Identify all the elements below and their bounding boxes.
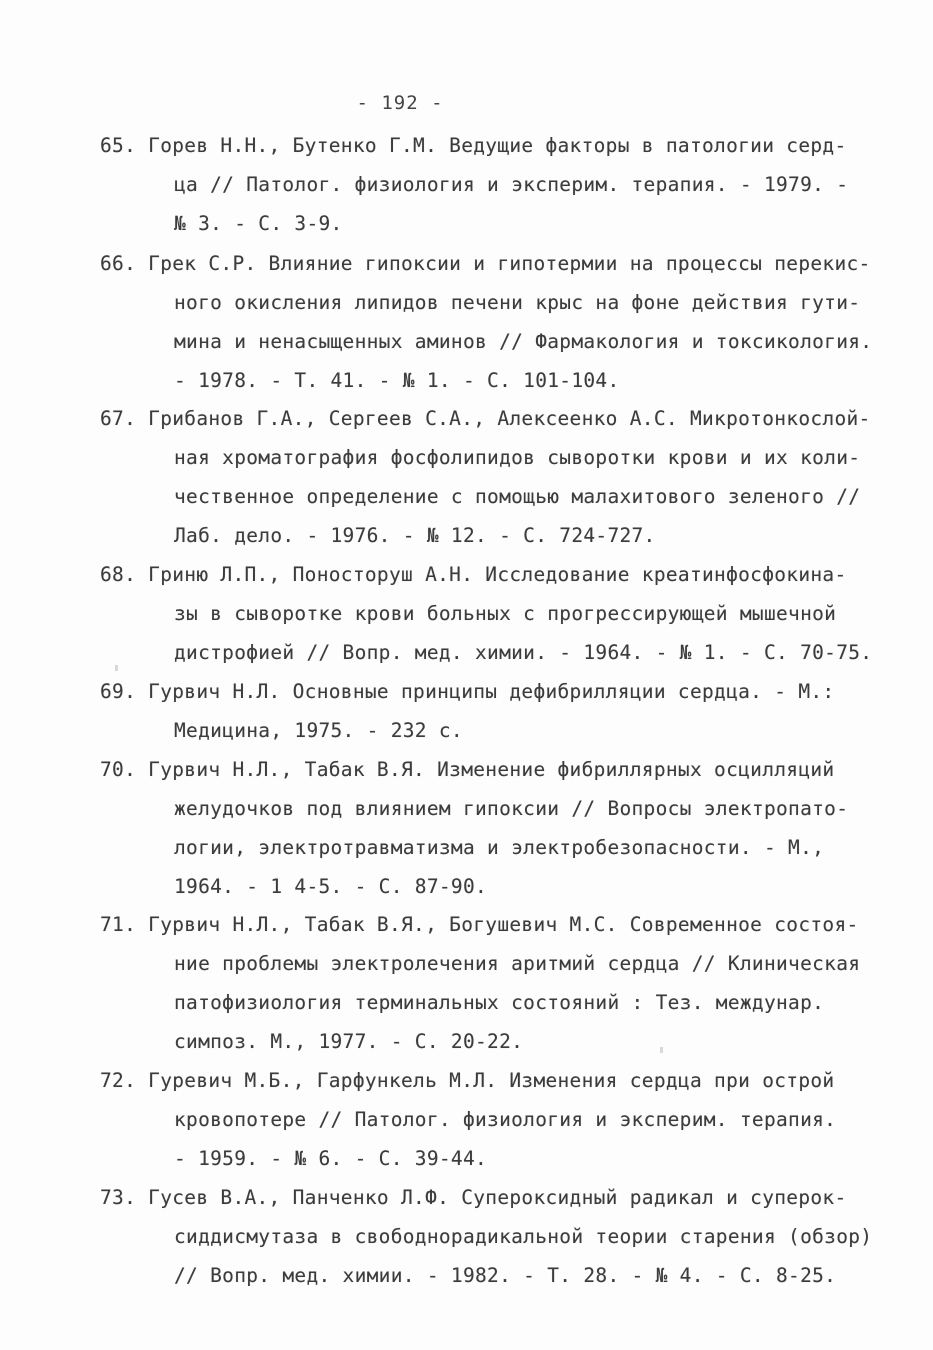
reference-entry-66 (100, 244, 890, 400)
reference-line: мина и ненасыщенных аминов // Фармакология и токсикология. (174, 330, 873, 353)
reference-line: // Вопр. мед. химии. - 1982. - Т. 28. - № 4. - С. 8-25. (174, 1264, 837, 1287)
reference-line: зы в сыворотке крови больных с прогрессирующей мышечной (174, 602, 837, 625)
reference-line: сиддисмутаза в свободнорадикальной теории старения (обзор) (174, 1225, 873, 1248)
reference-entry-68 (100, 555, 890, 672)
reference-line: дистрофией // Вопр. мед. химии. - 1964. - № 1. - С. 70-75. (174, 641, 873, 664)
reference-entry-69 (100, 672, 890, 750)
reference-line: 69. Гурвич Н.Л. Основные принципы дефибрилляции сердца. - М.: (100, 680, 835, 703)
reference-line: 68. Гриню Л.П., Поносторуш А.Н. Исследование креатинфосфокина- (100, 563, 847, 586)
reference-entry-72 (100, 1061, 890, 1178)
reference-line: Медицина, 1975. - 232 с. (174, 719, 463, 742)
reference-entry-70 (100, 750, 890, 906)
scan-speck (115, 665, 118, 671)
reference-line: - 1978. - Т. 41. - № 1. - С. 101-104. (174, 369, 620, 392)
reference-line: 65. Горев Н.Н., Бутенко Г.М. Ведущие факторы в патологии серд- (100, 134, 847, 157)
reference-line: ца // Патолог. физиология и эксперим. терапия. - 1979. - (174, 173, 849, 196)
reference-line: кровопотере // Патолог. физиология и эксперим. терапия. (174, 1108, 837, 1131)
reference-line: патофизиология терминальных состояний : Тез. междунар. (174, 991, 825, 1014)
reference-line: ная хроматография фосфолипидов сыворотки крови и их коли- (174, 446, 861, 469)
reference-line: ние проблемы электролечения аритмий сердца // Клиническая (174, 952, 861, 975)
reference-entry-73 (100, 1178, 890, 1295)
reference-line: 66. Грек С.Р. Влияние гипоксии и гипотермии на процессы перекис- (100, 252, 871, 275)
reference-line: 70. Гурвич Н.Л., Табак В.Я. Изменение фибриллярных осцилляций (100, 758, 835, 781)
reference-entry-71 (100, 905, 890, 1061)
reference-line: Лаб. дело. - 1976. - № 12. - С. 724-727. (174, 524, 656, 547)
scan-speck (660, 1047, 663, 1053)
reference-line: № 3. - С. 3-9. (174, 212, 343, 235)
reference-line: логии, электротравматизма и электробезопасности. - М., (174, 836, 825, 859)
reference-line: симпоз. М., 1977. - С. 20-22. (174, 1030, 524, 1053)
reference-line: чественное определение с помощью малахитового зеленого // (174, 485, 861, 508)
reference-line: ного окисления липидов печени крыс на фоне действия гути- (174, 291, 861, 314)
reference-line: 1964. - 1 4-5. - С. 87-90. (174, 875, 488, 898)
reference-line: 67. Грибанов Г.А., Сергеев С.А., Алексеенко А.С. Микротонкослой- (100, 407, 871, 430)
reference-line: желудочков под влиянием гипоксии // Вопросы электропато- (174, 797, 849, 820)
page-number: - 192 - (356, 92, 444, 114)
reference-entry-65 (100, 126, 890, 243)
reference-entry-67 (100, 399, 890, 555)
reference-line: 72. Гуревич М.Б., Гарфункель М.Л. Изменения сердца при острой (100, 1069, 835, 1092)
reference-line: 71. Гурвич Н.Л., Табак В.Я., Богушевич М.С. Современное состоя- (100, 913, 859, 936)
reference-line: 73. Гусев В.А., Панченко Л.Ф. Супероксидный радикал и суперок- (100, 1186, 847, 1209)
reference-line: - 1959. - № 6. - С. 39-44. (174, 1147, 488, 1170)
